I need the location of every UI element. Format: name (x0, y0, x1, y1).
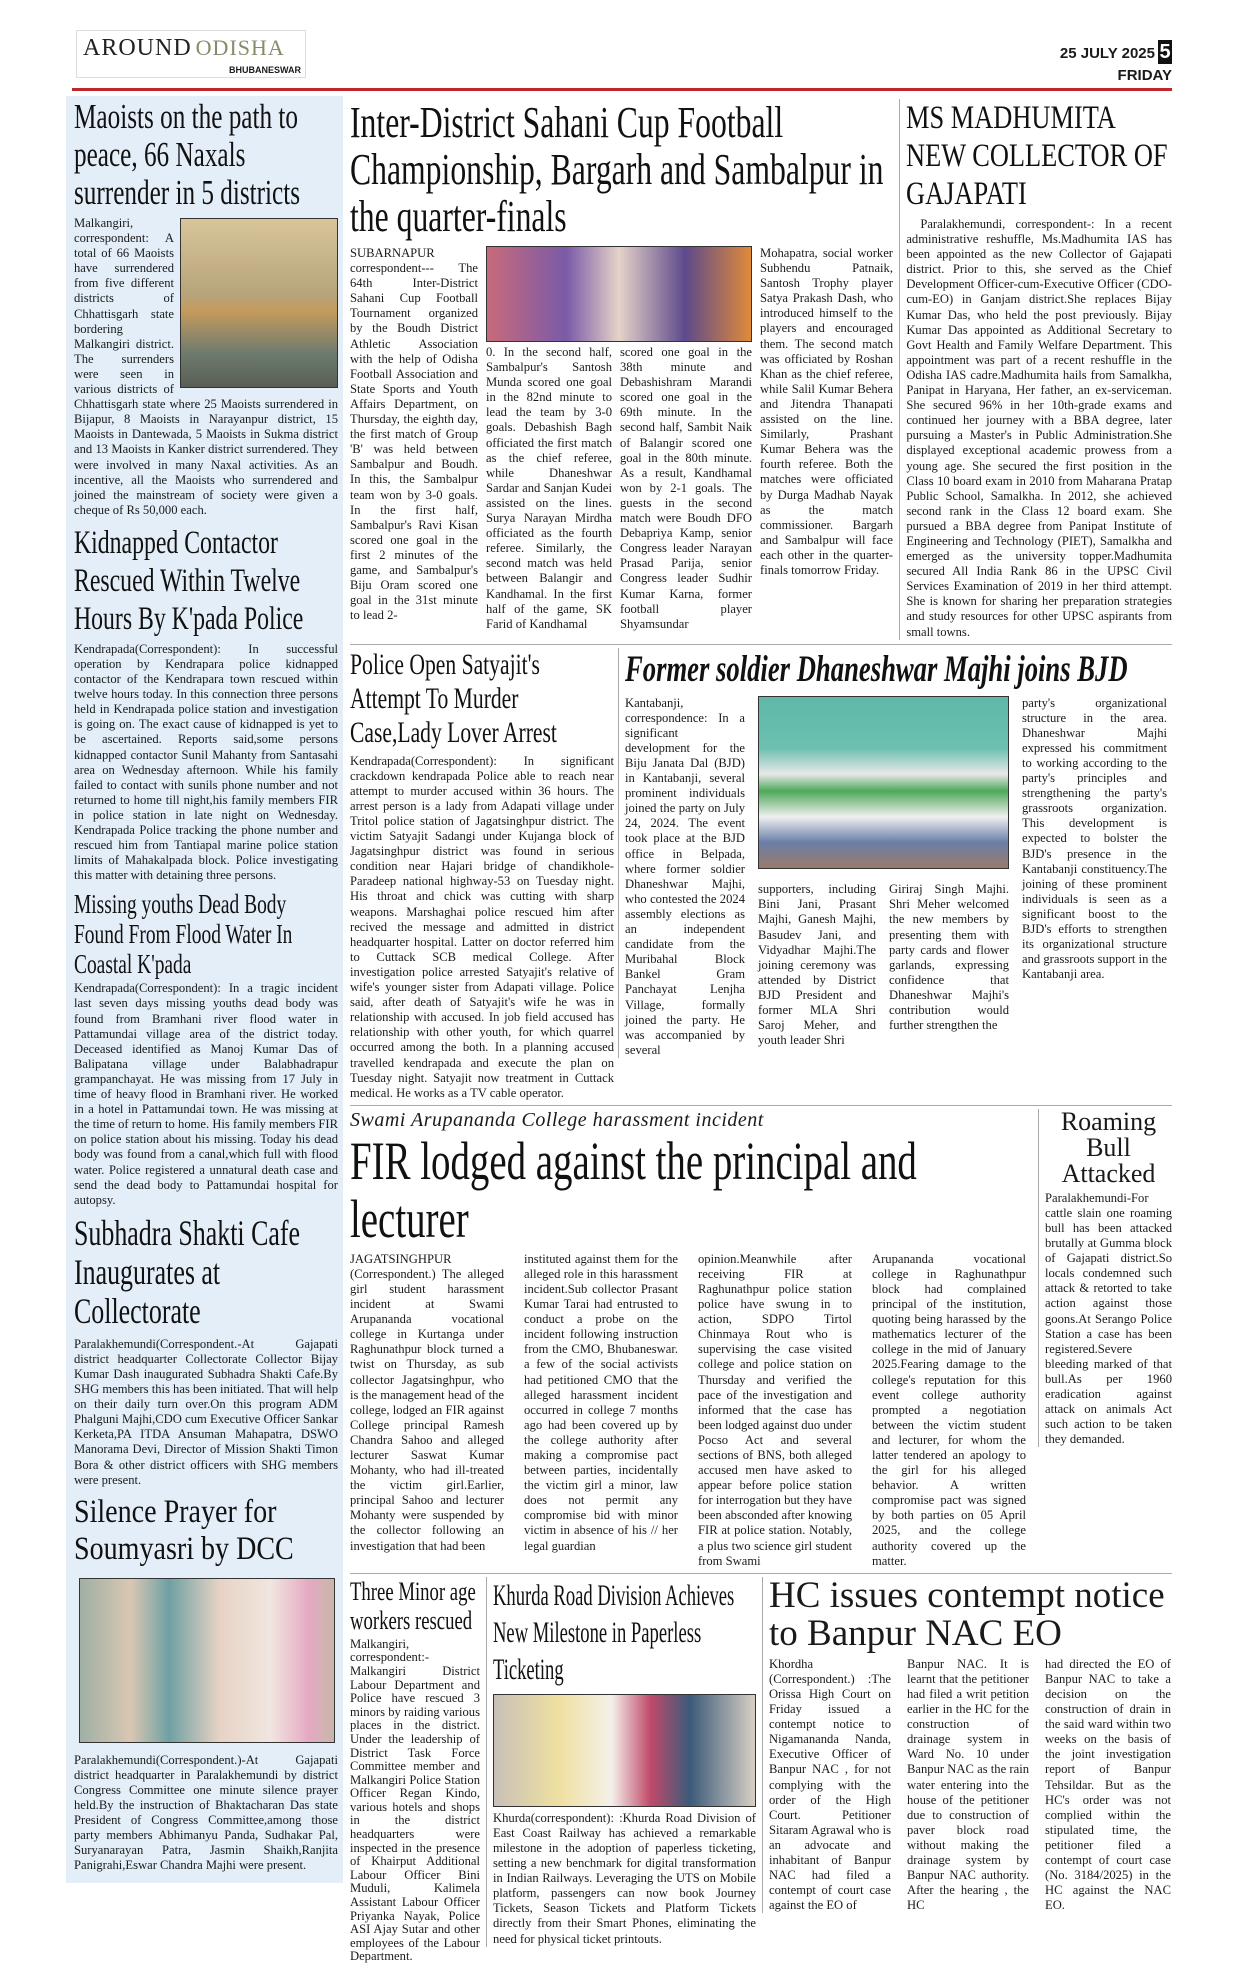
article-bjd (618, 648, 1172, 1058)
article-roaming-bull (1038, 1106, 1172, 1448)
photo-bjd-joining (758, 696, 1009, 869)
headline: Roaming Bull Attacked (1060, 1106, 1157, 1188)
headline: HC issues contempt notice to Banpur NAC EO (769, 1574, 1165, 1654)
article-column: Giriraj Singh Majhi. Shri Meher welcomed the new members by presenting them with party cards and flower garlands, expressing confidence that Dhaneshwar Majhi's contribution would further strengthen the (889, 882, 1009, 1033)
left-sidebar (66, 96, 343, 1883)
article-minor-workers (350, 1577, 486, 1964)
row-top (350, 96, 1172, 645)
fir-kicker: Swami Arupananda College harassment incident (350, 1108, 764, 1131)
article-column: opinion.Meanwhile after receiving FIR at Raghunathpur police station police have swung in to action, SDPO Tirtol Chinmaya Rout who is supervising the case visited college and police station on Thursday and verified the pace of the investigation and informed that the case has been lodged against duo under Pocso Act and several sections of BNS, both alleged accused men have asked to appear before police station for interrogation but they have been absconded after knowing FIR at police station. Notably, a plus two science girl student from Swami (698, 1251, 852, 1568)
article-silence-prayer (74, 1494, 338, 1874)
brand-odisha: ODISHA (195, 35, 285, 60)
article-column: scored one goal in the 38th minute and Debashishram Marandi scored one goal in the 69th minute. In the second half, Sambit Naik of Balangir scored one goal in the 80th minute. As a result, Kandhamal won by 2-1 goals. The guests in the second match were Boudh DFO Debapriya Kamp, senior Congress leader Narayan Prasad Parija, senior Congress leader Sudhir Kumar Karna, former football player Shyamsundar (620, 345, 752, 631)
article-columns (625, 696, 1172, 1058)
headline: Missing youths Dead Body Found From Flood Water In Coastal K'pada (74, 889, 293, 980)
article-body-wrap (74, 216, 338, 518)
article-column: JAGATSINGHPUR (Correspondent.) The alleged girl student harassment incident at Swami Arupananda vocational college in Kurtanga under Raghunathpur block turned a twist on Thursday, as sub collector Jagatsinghpur, who is the management head of the college, lodged an FIR against College principal Ramesh Chandra Sahoo and alleged lecturer Saswat Kumar Mohanty, who had ill-treated the victim girl.Earlier, principal Sahoo and lecturer Mohanty were suspended by the collector following an investigation that had been (350, 1251, 504, 1553)
photo-football-prize (486, 246, 752, 342)
row-bottom (350, 1574, 1172, 1968)
article-body: Paralakhemundi(Correspondent.)-At Gajapati district headquarter in Paralakhemundi by district Congress Committee one minute silence prayer held.By the instruction of Bhaktacharan Das state President of Congress Committee,among those party members Abhimanyu Panda, Sudhakar Pal, Suryanarayan Patra, Jasmin Shaikh,Ranjita Panigrahi,Eswar Chandra Majhi were present. (74, 1752, 338, 1873)
article-kidnapped (74, 524, 338, 884)
article-body: Malkangiri, correspondent:- Malkangiri District Labour Department and Police have rescued 3 minors by raiding various places in the district. Under the leadership of District Task Force Committee member and Malkangiri Police Station Officer Regan Kindo, various hotels and shops in the district headquarters were inspected in the presence of Khairput Additional Labour Officer Bini Muduli, Kalimela Assistant Labour Officer Priyanka Nayak, Police ASI Ajay Sutar and other employees of the Labour Department. (350, 1636, 480, 1964)
article-body: Chhattisgarh state where 25 Maoists surrendered in Bijapur, 8 Maoists in Narayanpur district, 15 Maoists in Dantewada, 5 Maoists in Sukma district and 13 Maoists in Kanker district surrendered. They were involved in many Naxal activities. As an incentive, all the Maoists who surrendered and joined the mainstream of society were given a cheque of Rs 50,000 each. (74, 397, 338, 517)
article-body: Kendrapada(Correspondent): In significant crackdown kendrapada Police able to reach near attempt to murder accused within 36 hours. The arrest person is a lady from Adapati village under Tritol police station of Jagatsinghpur district. The victim Satyajit Sadangi under Kujanga block of Jagatsinghpur district was found in serious condition near Hajari bridge of chandikhole-Paradeep national highway-53 on Tuesday night. His throat and chick was cutting with sharp weapons. Marshaghai police rescued him after recived the message and admitted in district headquarter hospital. Latter on doctor referred him to Cuttack SCB medical College. After investigation police arrested Satyajit's relative of wife's younger sister from Adapati village. Police said, after death of Satyajit's wife he was in relationship with accused. In job field accused has relationship with other youth, for which quarrel occurred among the both. In a planning accused travelled kendrapada and execute the plan on Tuesday night. Satyajit now treatment in Cuttack medical. He works as a TV cable operator. (350, 753, 614, 1100)
photo-silence-prayer (79, 1578, 335, 1743)
article-column: Mohapatra, social worker Subhendu Patnaik, Santosh Trophy player Satya Prakash Dash, who introduced himself to the players and encouraged them. The second match was officiated by Roshan Khan as the chief referee, while Salil Kumar Behera and Jitendra Thanapati assisted on the line. Similarly, Prashant Kumar Behera was the fourth referee. Both the matches were officiated by Durga Madhab Nayak as the match commissioner. Bargarh and Sambalpur will face each other in the quarter-finals tomorrow Friday. (760, 246, 893, 577)
article-columns (769, 1657, 1172, 1914)
photo-maoists-surrender (180, 218, 338, 388)
article-column: instituted against them for the alleged role in this harassment incident.Sub collector Prasant Kumar Tarai had entrusted to conduct a probe on the incident following instruction from the CMO, Bhubaneswar. a few of the social activists had petitioned CMO that the alleged harassment incident occurred in college 7 months ago had been covered up by the college authority after making a compromise pact between parties, incidentally the victim girl a minor, law does not permit any compromise bid with minor victim in absence of his // her legal guardian (524, 1251, 678, 1553)
article-body: Paralakhemundi-For cattle slain one roaming bull has been attacked brutally at Gumma block of Gajapati district.So locals condemned such attack & retorted to take action against those goons.At Serango Police Station a case has been registered.Severe bleeding marked of that bull.As per 1960 eradication against attack on animals Act such action to be taken they demanded. (1045, 1190, 1172, 1447)
headline: Silence Prayer for Soumyasri by DCC (74, 1493, 294, 1567)
article-missing (74, 889, 338, 1207)
headline: Subhadra Shakti Cafe Inaugurates at Collectorate (74, 1212, 301, 1331)
article-body: Kendrapada(Correspondent): In a tragic incident last seven days missing youths dead body was found from Bramhani river flood water in Pattamundai village area of the district today. Deceased identified as Manoj Kumar Das of Balipatana village under Balabhadrapur grampanchayat. He was missing from 17 July in time of heavy flood in Bramhani river. He worked in a hotel in Pattamundai town. He was missing at the time of return to home. His family members FIR on police station about his missing. Today his dead body was found from a canal,which full with flood water. Police registered a unnatural death case and send the dead body to Pattamundai hospital for autopsy. (74, 981, 338, 1207)
headline: MS MADHUMITA NEW COLLECTOR OF GAJAPATI (906, 100, 1168, 212)
article-column: Kantabanji, correspondence: In a significant development for the Biju Janata Dal (BJD) in Kantabanji, several prominent individuals joined the party on July 24, 2024. The event took place at the BJD office in Belpada, where former soldier Dhaneshwar Majhi, who contested the 2024 assembly elections as an independent candidate from the Muribahal Block Bankel Gram Panchayat Lenjha Village, formally joined the party. He was accompanied by several (625, 695, 745, 1057)
headline: Kidnapped Contactor Rescued Within Twelve Hours By K'pada Police (74, 524, 304, 637)
article-body: Paralakhemundi(Correspondent.-At Gajapati district headquarter Collectorate Collector Bijay Kumar Dash inaugurated Subhadra Shakti Cafe.By SHG members this has been initiated. That will help on their daily turn over.On this program ADM Phalguni Majhi,CDO cum Executive Officer Sankar Kerketa,PA ITDA Ansuman Mahapatra, DSWO Manorama Devi, Director of Mission Shakti Timon Bora & other district officers with SHG members were present. (74, 1336, 338, 1487)
headline: FIR lodged against the principal and lecturer (350, 1130, 917, 1249)
headline: Three Minor age workers rescued (350, 1576, 476, 1635)
article-madhumita (899, 99, 1172, 640)
row-second (350, 645, 1172, 1106)
masthead-rule (72, 88, 1172, 91)
issue-date: 25 JULY 2025 (1059, 45, 1155, 62)
headline: Khurda Road Division Achieves New Milestone in Paperless Ticketing (493, 1578, 735, 1686)
masthead-logo (76, 30, 306, 78)
article-body: Kendrapada(Correspondent): In successful operation by Kendrapara police kidnapped contactor of the Kendrapara town rescued within twelve hours today. In this connection three persons held in Kendrapada police station and investigation is going on. The exact cause of kidnapped is yet to be ascertained. Reports said,some persons kidnapped contactor Sunil Mahanty from Santasahi area on Wednesday afternoon. While his family failed to contact with sunils phone number and not returned to home till night,his family members FIR in police station in late night on Wednesday. Kendrapada Police tracking the phone number and rescued him from Tantiapal marine police station limits of Mahakalpada block. Police investigating this matter with detaining three persons. (74, 641, 338, 883)
page-number: 5 (1159, 41, 1171, 63)
row-third (350, 1106, 1172, 1574)
article-column: Banpur NAC. It is learnt that the petitioner had filed a writ petition earlier in the HC for the construction of drainage system in Ward No. 10 under Banpur NAC as the rain water entering into the house of the petitioner due to construction of paver block road without making the drainage system by Banpur NAC authority. After the hearing , the HC (907, 1656, 1029, 1913)
edition-label: BHUBANESWAR (229, 65, 301, 75)
photo-paperless-ticketing (493, 1694, 756, 1807)
brand-around: AROUND (83, 35, 192, 61)
article-body: Paralakhemundi, correspondent-: In a recent administrative reshuffle, Ms.Madhumita IAS has been appointed as the new Collector of Gajapati district. Prior to this, she served as the Chief Development Officer-cum-Executive Officer (CDO-cum-EO) in Ganjam district.She replaces Bijay Kumar Das, who held the post previously. Bijay Kumar Das appointed as Additional Secretary to Govt Health and Family Welfare Department. This appointment was part of a recent reshuffle in the Odisha IAS cadre.Madhumita hails from Samalkha, Panipat in Haryana, Her father, an ex-serviceman. She secured 96% in her 10th-grade exams and continued her journey with a BBA degree, later pursuing a Master's in Public Administration.She displayed exceptional academic prowess from a young age. She secured the first position in the Class 10 board exam in 2010 from Maharana Pratap Public School, Samalkha. In 2012, she achieved second rank in the Class 12 board exam. She pursued a BBA degree from Panipat Institute of Engineering and Technology (PIET), Samalkha and emerged as the university topper.Madhumita secured All India Rank 86 in the UPSC Civil Services Examination of 2019 in her third attempt. She is known for sharing her preparation strategies and study resources for other UPSC aspirants from small towns. (906, 217, 1172, 639)
article-columns (350, 1252, 1030, 1569)
headline: Police Open Satyajit's Attempt To Murder Case,Lady Lover Arrest (350, 647, 557, 749)
article-column: SUBARNAPUR correspondent--- The 64th Inter-District Sahani Cup Football Tournament organized by the Boudh District Athletic Association with the help of Odisha Football Association and State Sports and Youth Affairs Department, on Thursday, the eighth day, the first match of Group 'B' was held between Sambalpur and Boudh. In this, the Sambalpur team won by 3-0 goals. In the first half, Sambalpur's Ravi Kisan scored one goal in the first 2 minutes of the game, and Sambalpur's Biju Oram scored one goal in the 31st minute to lead 2- (350, 246, 478, 623)
main-area (350, 96, 1172, 1968)
article-subhadra (74, 1214, 338, 1488)
article-body: Khurda(correspondent): :Khurda Road Division of East Coast Railway has achieved a remarkable milestone in the adoption of paperless ticketing, setting a new benchmark for digital transformation in Indian Railways. Leveraging the UTS on Mobile platform, passengers can now book Journey Tickets, Season Tickets and Platform Tickets directly from their Smart Phones, eliminating the need for physical ticket printouts. (493, 1810, 756, 1946)
article-lead: Malkangiri, correspondent: A total of 66 Maoists have surrendered from five different districts of Chhattisgarh state bordering Malkangiri district. The surrenders were seen in various districts of (74, 216, 174, 397)
article-hc-contempt (762, 1574, 1172, 1914)
headline: Former soldier Dhaneshwar Majhi joins BJD (625, 648, 1128, 690)
page-layout (66, 96, 1172, 1968)
headline: Maoists on the path to peace, 66 Naxals surrender in 5 districts (74, 97, 301, 212)
headline: Inter-District Sahani Cup Football Championship, Bargarh and Sambalpur in the quarter-finals (350, 98, 884, 241)
article-column: had directed the EO of Banpur NAC to take a decision on the construction of drain in the said ward within two weeks on the basis of the joint investigation report of Banpur Tehsildar. But as the HC's order was not complied within the stipulated time, the petitioner filed a contempt of court case (No. 3184/2025) in the HC against the NAC EO. (1045, 1656, 1171, 1913)
article-satyajit (350, 648, 618, 1101)
article-column: 0. In the second half, Sambalpur's Santosh Munda scored one goal in the 82nd minute to lead the team by 3-0 goals. Debashish Bagh officiated the first match as the chief referee, while Dhaneshwar Sardar and Sanjan Kudei assisted on the lines. Surya Narayan Mirdha officiated as the fourth referee. Similarly, the second match was held between Balangir and Kandhamal. In the first half of the game, SK Farid of Kandhamal (486, 345, 612, 631)
article-maoists (74, 98, 338, 518)
article-column: party's organizational structure in the area. Dhaneshwar Majhi expressed his commitment to working according to the party's principles and strengthening the party's grassroots organization. This development is expected to bolster the BJD's presence in the Kantabanji constituency.The joining of these prominent individuals is seen as a significant boost to the BJD's efforts to strengthen its organizational structure and grassroots support in the Kantabanji area. (1022, 695, 1167, 982)
article-khurda (486, 1577, 762, 1947)
article-sahani-cup (350, 99, 895, 632)
article-columns (350, 246, 895, 632)
article-column: Khordha (Correspondent.) :The Orissa High Court on Friday issued a contempt notice to Nigamananda Nanda, Executive Officer of Banpur NAC , for not complying with the order of the High Court. Petitioner Sitaram Agrawal who is an advocate and inhabitant of Banpur NAC had filed a contempt of court case against the EO of (769, 1656, 891, 1913)
issue-day: FRIDAY (1117, 67, 1172, 84)
article-column: Arupananda vocational college in Raghunathpur block had complained principal of the institution, quoting being harassed by the mathematics lecturer of the college in the mid of January 2025.Fearing damage to the college's reputation for this event college authority prompted a negotiation between the victim student and lecturer, for whom the latter tendered an apology to the girl for his alleged behavior. A written compromise pact was signed by both parties on 05 April 2025, and the college authority covered up the matter. (872, 1251, 1026, 1568)
article-fir (350, 1109, 1038, 1569)
article-column: supporters, including Bini Jani, Prasant Majhi, Ganesh Majhi, Basudev Jani, and Vidyadhar Majhi.The joining ceremony was attended by District BJD President and former MLA Shri Saroj Meher, and youth leader Shri (758, 882, 876, 1048)
